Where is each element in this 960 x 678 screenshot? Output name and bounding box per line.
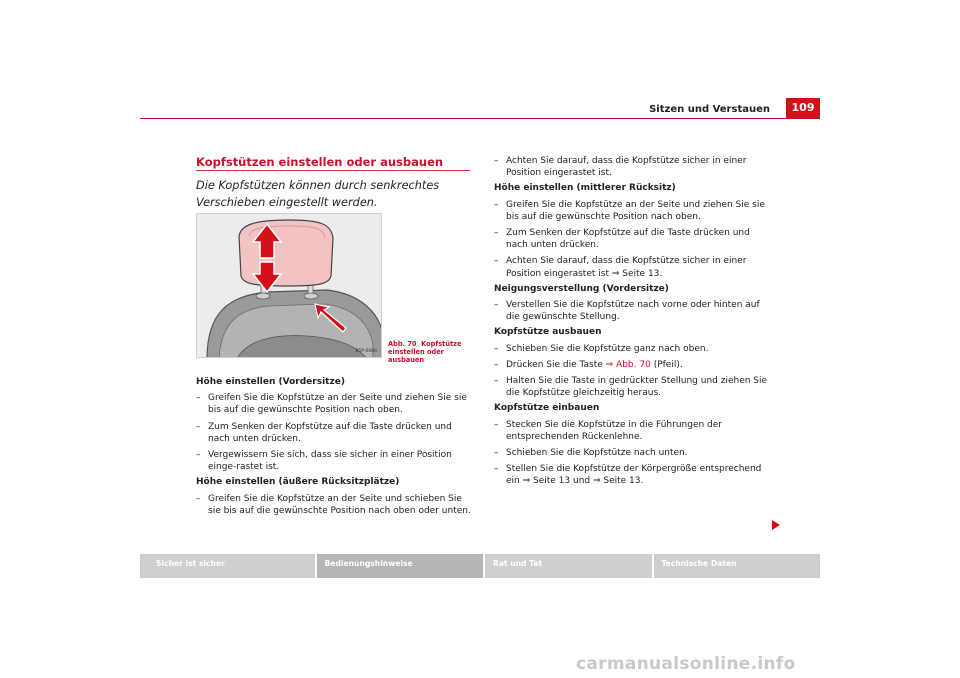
headrest-illustration: [196, 213, 382, 358]
list-item: – Stecken Sie die Kopfstütze in die Führungen der entsprechenden Rückenlehne.: [494, 419, 722, 442]
list-item: – Stellen Sie die Kopfstütze der Körpergröße entsprechend ein ⇒ Seite 13 und ⇒ Seite 13.: [494, 464, 762, 487]
figure-caption-text: Kopfstütze einstellen oder ausbauen: [388, 340, 462, 364]
subheading-outer-rear-height: Höhe einstellen (äußere Rücksitzplätze): [196, 477, 400, 488]
page-reference-link[interactable]: ⇒ Seite 13.: [611, 268, 663, 279]
step-text: Verstellen Sie die Kopfstütze nach vorne oder hinten auf die gewünschte Stellung.: [506, 300, 760, 323]
list-item: – Zum Senken der Kopfstütze auf die Taste drücken und nach unten drücken.: [494, 228, 750, 251]
page-header-title: Sitzen und Verstauen: [649, 104, 770, 115]
step-text: Zum Senken der Kopfstütze auf die Taste drücken und nach unten drücken.: [506, 228, 750, 251]
list-item: – Schieben Sie die Kopfstütze ganz nach oben.: [494, 343, 709, 354]
step-text: Schieben Sie die Kopfstütze ganz nach oben.: [506, 343, 709, 354]
section-divider: [196, 170, 470, 171]
step-text: Drücken Sie die Taste: [506, 359, 603, 370]
subheading-middle-rear-height: Höhe einstellen (mittlerer Rücksitz): [494, 183, 676, 194]
list-item: – Achten Sie darauf, dass die Kopfstütze sicher in einer Position eingerastet ist ⇒ Seite 13.: [494, 256, 747, 279]
figure-reference-link[interactable]: ⇒ Abb. 70: [605, 359, 651, 370]
list-item: – Schieben Sie die Kopfstütze nach unten.: [494, 448, 688, 459]
footer-tab-operation[interactable]: Bedienungshinweise: [317, 554, 484, 578]
step-text: Stellen Sie die Kopfstütze der Körpergröße entsprechend ein ⇒ Seite 13 und ⇒ Seite 13.: [506, 464, 762, 487]
section-intro: Die Kopfstützen können durch senkrechtes Verschieben eingestellt werden.: [196, 179, 440, 209]
list-item: – Greifen Sie die Kopfstütze an der Seite und schieben Sie sie bis auf die gewünschte Position nach oben oder unten.: [196, 493, 471, 516]
left-column: [196, 376, 472, 517]
step-text: Greifen Sie die Kopfstütze an der Seite und ziehen Sie sie bis auf die gewünschte Position nach oben.: [208, 393, 467, 416]
footer-tab-technical[interactable]: Technische Daten: [654, 554, 821, 578]
step-text: Greifen Sie die Kopfstütze an der Seite und ziehen Sie sie bis auf die gewünschte Position nach oben.: [506, 199, 765, 222]
footer-tab-advice[interactable]: Rat und Tat: [485, 554, 652, 578]
step-text: Zum Senken der Kopfstütze auf die Taste drücken und nach unten drücken.: [208, 421, 452, 444]
list-item: – Greifen Sie die Kopfstütze an der Seite und ziehen Sie sie bis auf die gewünschte Position nach oben.: [494, 199, 765, 222]
step-text: (Pfeil).: [653, 359, 683, 370]
step-text: Greifen Sie die Kopfstütze an der Seite und schieben Sie sie bis auf die gewünschte Position nach oben oder unten.: [208, 493, 471, 516]
step-text: Stecken Sie die Kopfstütze in die Führungen der entsprechenden Rückenlehne.: [506, 419, 722, 442]
figure-caption: [388, 340, 478, 364]
watermark: carmanualsonline.info: [576, 654, 796, 674]
step-text: Vergewissern Sie sich, dass sie sicher in einer Position einge-rastet ist.: [208, 450, 452, 473]
subheading-tilt: Neigungsverstellung (Vordersitze): [494, 283, 669, 294]
header-divider: [140, 118, 820, 119]
list-item: – Verstellen Sie die Kopfstütze nach vorne oder hinten auf die gewünschte Stellung.: [494, 300, 760, 323]
footer-tab-safety[interactable]: Sicher ist sicher: [140, 554, 315, 578]
continue-arrow-icon[interactable]: [772, 520, 780, 530]
step-text: Achten Sie darauf, dass die Kopfstütze sicher in einer Position eingerastet ist.: [506, 156, 747, 179]
headrest-drawing: [197, 214, 382, 358]
list-item: – Drücken Sie die Taste ⇒ Abb. 70 (Pfeil).: [494, 359, 683, 370]
footer-navigation: [140, 554, 820, 578]
list-item: – Halten Sie die Taste in gedrückter Stellung und ziehen Sie die Kopfstütze gleichzeitig heraus.: [494, 376, 768, 399]
list-item: – Greifen Sie die Kopfstütze an der Seite und ziehen Sie sie bis auf die gewünschte Position nach oben.: [196, 393, 467, 416]
subheading-install: Kopfstütze einbauen: [494, 403, 600, 414]
list-item: – Zum Senken der Kopfstütze auf die Taste drücken und nach unten drücken.: [196, 421, 452, 444]
section-title: Kopfstützen einstellen oder ausbauen: [196, 155, 444, 169]
figure-caption-label: Abb. 70: [388, 340, 417, 348]
page-number: 109: [786, 98, 820, 118]
list-item: – Achten Sie darauf, dass die Kopfstütze sicher in einer Position eingerastet ist.: [494, 156, 747, 179]
figure-code: B5P-0066: [355, 349, 377, 354]
subheading-front-height: Höhe einstellen (Vordersitze): [196, 377, 345, 387]
step-text: Schieben Sie die Kopfstütze nach unten.: [506, 448, 688, 459]
subheading-remove: Kopfstütze ausbauen: [494, 327, 602, 338]
step-text: Halten Sie die Taste in gedrückter Stellung und ziehen Sie die Kopfstütze gleichzeitig heraus.: [506, 376, 768, 399]
list-item: – Vergewissern Sie sich, dass sie sicher in einer Position einge-rastet ist.: [196, 450, 452, 473]
step-text: Achten Sie darauf, dass die Kopfstütze sicher in einer Position eingerastet ist: [506, 256, 747, 279]
right-column: [494, 155, 774, 488]
